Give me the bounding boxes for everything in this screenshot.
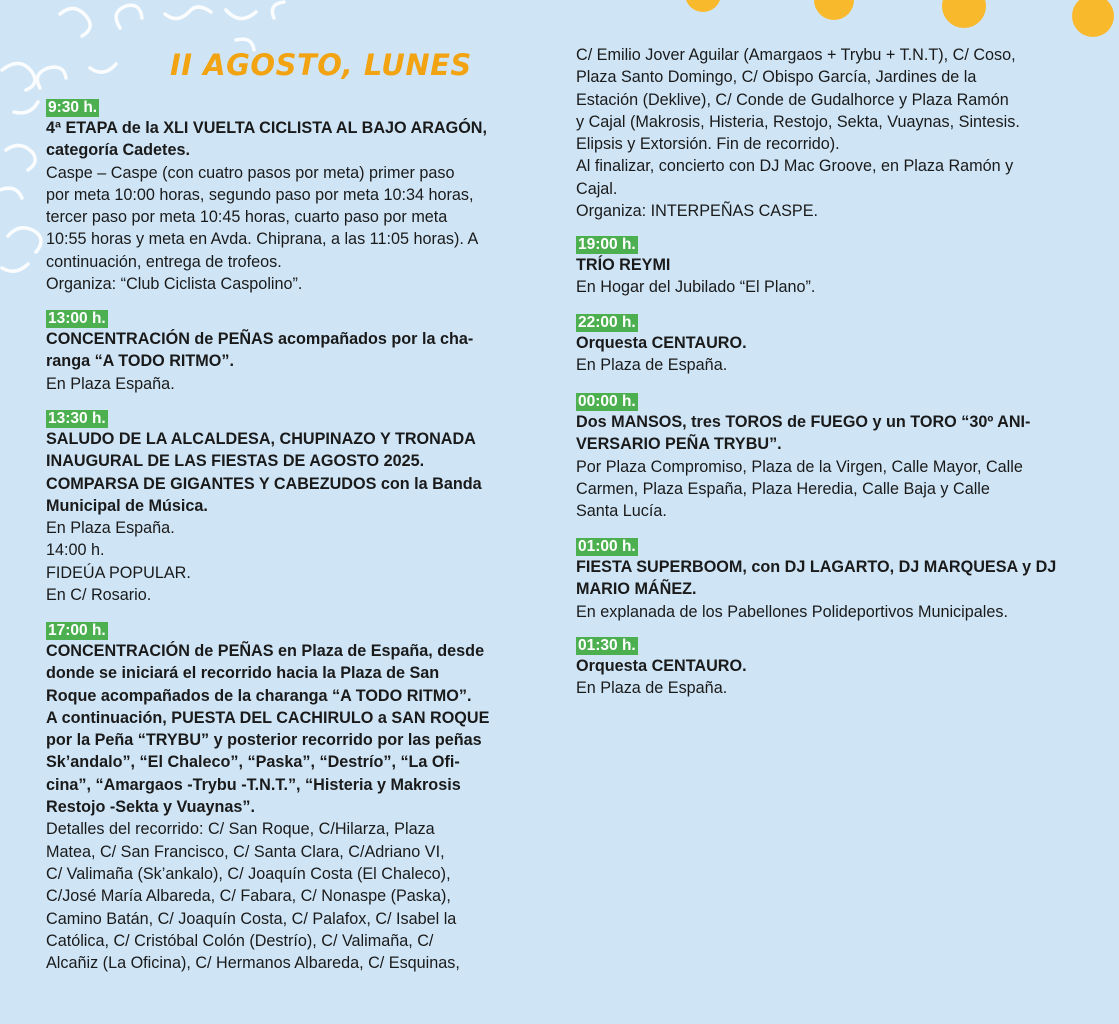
event-detail-line: Estación (Deklive), C/ Conde de Gudalhorce y Plaza Ramón [576,90,1009,109]
event-heading-line: Sk’andalo”, “El Chaleco”, “Paska”, “Destrío”, “La Ofi- [46,753,460,772]
time-badge: 01:30 h. [578,637,636,654]
time-badge: 13:30 h. [48,410,106,427]
sun-dots [685,0,1114,37]
event-detail-line: Matea, C/ San Francisco, C/ Santa Clara, C/Adriano VI, [46,842,445,861]
event-detail-line: Santa Lucía. [576,502,667,521]
event-heading-line: A continuación, PUESTA DEL CACHIRULO a SAN ROQUE [46,708,490,727]
event-detail-line: por meta 10:00 horas, segundo paso por meta 10:34 horas, [46,185,474,204]
event-heading-line: por la Peña “TRYBU” y posterior recorrido por las peñas [46,731,482,750]
event-heading-line: cina”, “Amargaos -Trybu -T.N.T.”, “Histeria y Makrosis [46,775,461,794]
event-detail-line: C/José María Albareda, C/ Fabara, C/ Nonaspe (Paska), [46,887,451,906]
event-heading-line: CONCENTRACIÓN de PEÑAS en Plaza de España, desde [46,642,485,660]
event-detail-line: Organiza: INTERPEÑAS CASPE. [576,202,818,221]
event-detail-line: En C/ Rosario. [46,586,152,605]
event-1700-continued [576,44,1096,222]
event-heading-line: COMPARSA DE GIGANTES Y CABEZUDOS con la Banda [46,474,482,493]
event-0100 [576,537,1096,623]
event-heading-line: Municipal de Música. [46,496,208,515]
event-heading-line: MARIO MÁÑEZ. [576,580,697,599]
event-detail-line: Organiza: “Club Ciclista Caspolino”. [46,275,303,294]
event-heading-line: ranga “A TODO RITMO”. [46,352,234,371]
event-detail-line: Plaza Santo Domingo, C/ Obispo García, Jardines de la [576,68,977,87]
time-row [576,235,1096,254]
event-heading-line: Orquesta CENTAURO. [576,657,747,675]
event-detail-line: En Plaza de España. [576,679,728,698]
time-row [576,537,1096,556]
event-2200 [576,313,1096,377]
event-detail-line: Elipsis y Extorsión. Fin de recorrido). [576,135,840,154]
time-badge: 9:30 h. [48,99,98,116]
event-detail-line: En Plaza de España. [576,356,728,375]
time-row [46,621,544,640]
event-heading-line: Roque acompañados de la charanga “A TODO RITMO”. [46,686,472,705]
time-badge: 17:00 h. [48,622,106,639]
event-detail-line: Cajal. [576,179,618,198]
event-detail-line: C/ Emilio Jover Aguilar (Amargaos + Trybu + T.N.T), C/ Coso, [576,46,1016,64]
time-badge: 01:00 h. [578,538,636,555]
event-detail-line: En Plaza España. [46,519,175,538]
time-row [46,309,544,328]
time-row [576,313,1096,332]
time-row [576,636,1096,655]
event-1300 [46,309,544,395]
event-1900 [576,235,1096,299]
event-heading-line: TRÍO REYMI [576,256,671,274]
event-heading-line: CONCENTRACIÓN de PEÑAS acompañados por la cha- [46,330,474,348]
event-detail-line: continuación, entrega de trofeos. [46,252,282,271]
event-detail-line: Alcañiz (La Oficina), C/ Hermanos Albareda, C/ Esquinas, [46,954,460,973]
event-detail-line: En Plaza España. [46,374,175,393]
event-detail-line: Al finalizar, concierto con DJ Mac Groove, en Plaza Ramón y [576,157,1014,176]
event-detail-line: Camino Batán, C/ Joaquín Costa, C/ Palafox, C/ Isabel la [46,909,457,928]
event-1330 [46,409,544,606]
event-detail-line: En explanada de los Pabellones Polideportivos Municipales. [576,602,1008,621]
event-detail-line: tercer paso por meta 10:45 horas, cuarto paso por meta [46,208,448,227]
event-detail-line: y Cajal (Makrosis, Histeria, Restojo, Sekta, Vuaynas, Sintesis. [576,112,1020,131]
event-detail-line: Carmen, Plaza España, Plaza Heredia, Calle Baja y Calle [576,479,990,498]
time-row [46,98,544,117]
event-heading-line: SALUDO DE LA ALCALDESA, CHUPINAZO Y TRONADA [46,430,476,448]
event-1700 [46,621,544,974]
event-detail-line: FIDEÚA POPULAR. [46,563,191,582]
event-detail-line: Detalles del recorrido: C/ San Roque, C/Hilarza, Plaza [46,820,435,839]
event-0000 [576,392,1096,522]
event-heading-line: donde se iniciará el recorrido hacia la Plaza de San [46,664,440,683]
time-badge: 22:00 h. [578,314,636,331]
time-badge: 13:00 h. [48,310,106,327]
time-badge: 00:00 h. [578,393,636,410]
page-title: II AGOSTO, LUNES [170,48,472,82]
event-detail-line: Por Plaza Compromiso, Plaza de la Virgen, Calle Mayor, Calle [576,457,1023,476]
time-row [46,409,544,428]
event-heading-line: 4ª ETAPA de la XLI VUELTA CICLISTA AL BAJO ARAGÓN, [46,119,487,137]
event-detail-line: 10:55 horas y meta en Avda. Chiprana, a las 11:05 horas). A [46,230,479,249]
event-detail-line: 14:00 h. [46,541,105,560]
event-heading-line: categoría Cadetes. [46,141,190,160]
time-row [576,392,1096,411]
event-detail-line: Caspe – Caspe (con cuatro pasos por meta) primer paso [46,163,455,182]
event-0130 [576,636,1096,700]
event-heading-line: Dos MANSOS, tres TOROS de FUEGO y un TORO “30º ANI- [576,413,1031,431]
event-heading-line: VERSARIO PEÑA TRYBU”. [576,435,782,454]
event-heading-line: Restojo -Sekta y Vuaynas”. [46,798,256,817]
time-badge: 19:00 h. [578,236,636,253]
event-heading-line: FIESTA SUPERBOOM, con DJ LAGARTO, DJ MARQUESA y DJ [576,558,1057,576]
event-heading-line: INAUGURAL DE LAS FIESTAS DE AGOSTO 2025. [46,452,425,471]
event-detail-line: En Hogar del Jubilado “El Plano”. [576,278,816,297]
event-detail-line: Católica, C/ Cristóbal Colón (Destrío), C/ Valimaña, C/ [46,931,434,950]
event-detail-line: C/ Valimaña (Sk’ankalo), C/ Joaquín Costa (El Chaleco), [46,864,451,883]
event-0930 [46,98,544,295]
event-heading-line: Orquesta CENTAURO. [576,334,747,352]
